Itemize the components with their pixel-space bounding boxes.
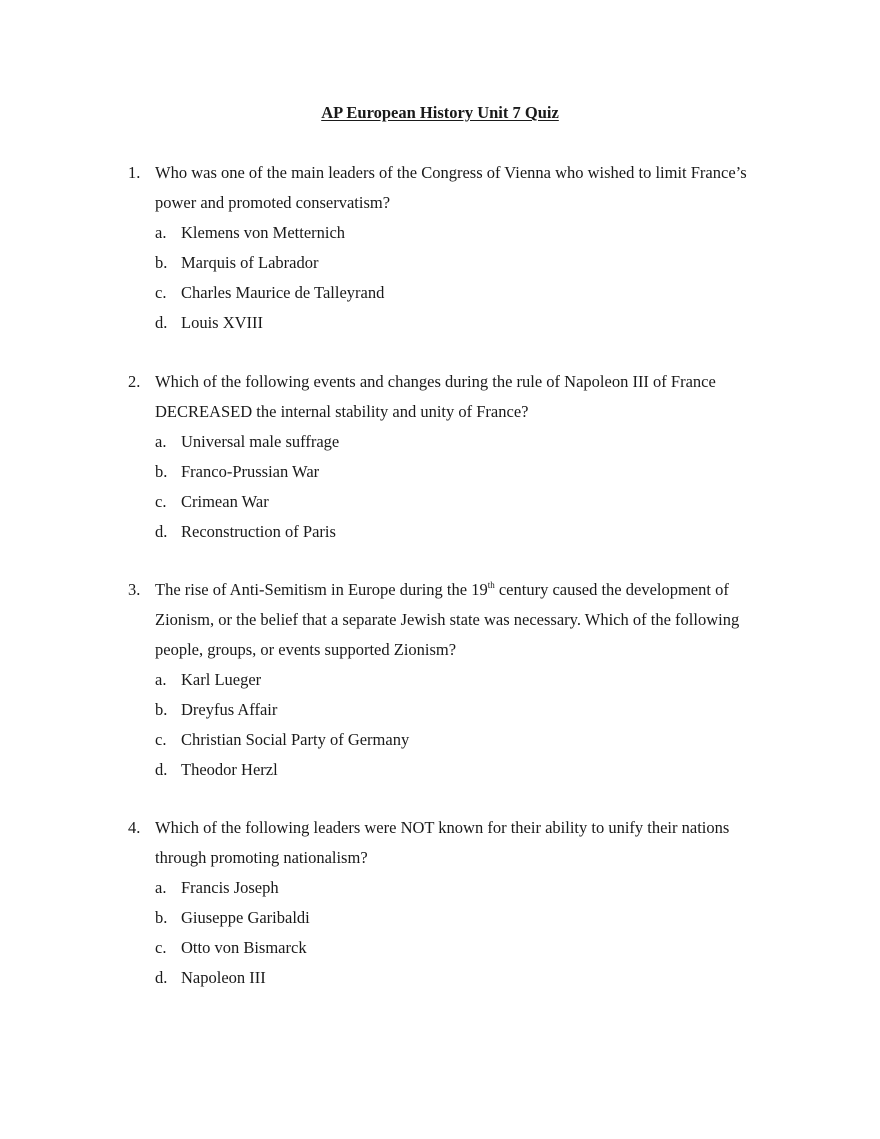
option-text: Universal male suffrage — [181, 432, 340, 451]
answer-option-b — [155, 903, 778, 933]
answer-option-b — [155, 248, 778, 278]
option-text: Giuseppe Garibaldi — [181, 908, 310, 927]
question-number: 4. — [128, 818, 141, 837]
option-text: Dreyfus Affair — [181, 700, 278, 719]
option-text: Louis XVIII — [181, 313, 264, 332]
option-letter: d. — [155, 522, 168, 541]
answer-options — [155, 427, 778, 547]
option-letter: c. — [155, 730, 167, 749]
option-text: Francis Joseph — [181, 878, 279, 897]
question-text: Which of the following events and changes during the rule of Napoleon III of France DECREASED the internal stability and unity of France? — [155, 372, 716, 421]
answer-options — [155, 873, 778, 993]
answer-option-a — [155, 218, 778, 248]
answer-option-c — [155, 933, 778, 963]
option-letter: a. — [155, 432, 167, 451]
answer-option-a — [155, 665, 778, 695]
option-text: Charles Maurice de Talleyrand — [181, 283, 385, 302]
answer-option-b — [155, 695, 778, 725]
option-text: Otto von Bismarck — [181, 938, 307, 957]
ordinal-superscript: th — [487, 580, 495, 590]
option-letter: d. — [155, 968, 168, 987]
question-text: Which of the following leaders were NOT known for their ability to unify their nations through promoting nationalism? — [155, 818, 730, 867]
option-text: Crimean War — [181, 492, 269, 511]
option-letter: b. — [155, 253, 168, 272]
answer-option-d — [155, 517, 778, 547]
option-text: Christian Social Party of Germany — [181, 730, 410, 749]
question-number: 3. — [128, 580, 141, 599]
option-letter: b. — [155, 462, 168, 481]
question-3 — [128, 575, 778, 785]
answer-options — [155, 665, 778, 785]
answer-option-c — [155, 487, 778, 517]
option-text: Marquis of Labrador — [181, 253, 319, 272]
option-text: Reconstruction of Paris — [181, 522, 336, 541]
option-letter: c. — [155, 938, 167, 957]
option-letter: c. — [155, 492, 167, 511]
question-4 — [128, 813, 778, 993]
answer-option-a — [155, 873, 778, 903]
option-letter: a. — [155, 670, 167, 689]
option-letter: d. — [155, 313, 168, 332]
page-title: AP European History Unit 7 Quiz — [321, 103, 559, 122]
question-text — [155, 575, 778, 665]
option-letter: b. — [155, 908, 168, 927]
answer-option-a — [155, 427, 778, 457]
option-text: Napoleon III — [181, 968, 266, 987]
option-text: Theodor Herzl — [181, 760, 278, 779]
option-text: Klemens von Metternich — [181, 223, 346, 242]
question-text-end: century caused the development of Zionism, or the belief that a separate Jewish state was necessary. Which of the following people, groups, or events supported Zionism? — [155, 580, 740, 659]
question-number: 2. — [128, 372, 141, 391]
question-number: 1. — [128, 163, 141, 182]
answer-option-c — [155, 725, 778, 755]
answer-option-b — [155, 457, 778, 487]
question-1 — [128, 158, 778, 338]
question-text: Who was one of the main leaders of the Congress of Vienna who wished to limit France’s power and promoted conservatism? — [155, 163, 747, 212]
question-2 — [128, 367, 778, 547]
option-letter: c. — [155, 283, 167, 302]
answer-option-d — [155, 755, 778, 785]
answer-option-d — [155, 308, 778, 338]
answer-option-c — [155, 278, 778, 308]
question-text-start: The rise of Anti-Semitism in Europe during the 19 — [155, 580, 488, 599]
answer-option-d — [155, 963, 778, 993]
option-letter: d. — [155, 760, 168, 779]
answer-options — [155, 218, 778, 338]
option-text: Karl Lueger — [181, 670, 262, 689]
option-letter: b. — [155, 700, 168, 719]
option-letter: a. — [155, 878, 167, 897]
option-text: Franco-Prussian War — [181, 462, 320, 481]
option-letter: a. — [155, 223, 167, 242]
